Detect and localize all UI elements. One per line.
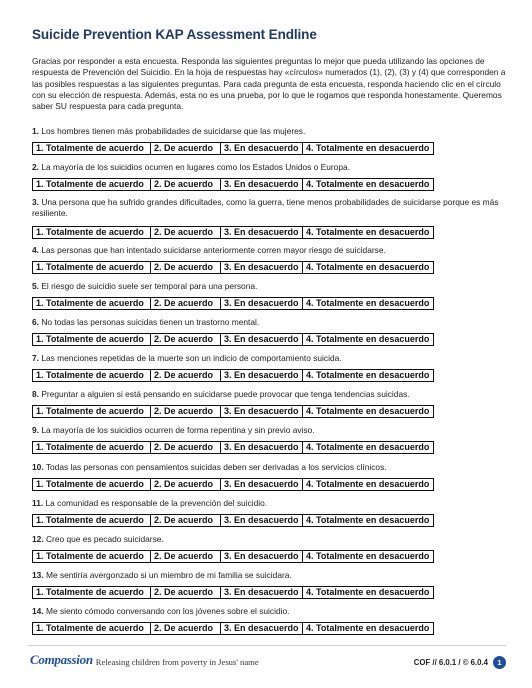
question-text: La mayoría de los suicidios ocurren de forma repentina y sin previo aviso. bbox=[41, 425, 315, 435]
question-number: 5. bbox=[32, 281, 39, 291]
question-1 bbox=[32, 126, 506, 137]
answer-options-row bbox=[32, 405, 434, 418]
answer-option-4[interactable]: 4. Totalmente en desacuerdo bbox=[306, 227, 430, 237]
page-title: Suicide Prevention KAP Assessment Endline bbox=[32, 27, 317, 42]
answer-option-4[interactable]: 4. Totalmente en desacuerdo bbox=[306, 406, 430, 416]
question-number: 14. bbox=[32, 606, 44, 616]
question-number: 11. bbox=[32, 498, 44, 508]
answer-option-2[interactable]: 2. De acuerdo bbox=[151, 515, 221, 526]
answer-option-3[interactable]: 3. En desacuerdo bbox=[221, 623, 303, 634]
answer-options-row bbox=[32, 550, 434, 563]
question-3 bbox=[32, 197, 506, 219]
answer-option-1[interactable]: 1. Totalmente de acuerdo bbox=[33, 334, 151, 345]
question-number: 12. bbox=[32, 534, 44, 544]
answer-option-3[interactable]: 3. En desacuerdo bbox=[221, 179, 303, 190]
answer-options-row bbox=[32, 142, 434, 155]
answer-option-1[interactable]: 1. Totalmente de acuerdo bbox=[33, 587, 151, 598]
answer-option-2[interactable]: 2. De acuerdo bbox=[151, 179, 221, 190]
answer-option-3[interactable]: 3. En desacuerdo bbox=[221, 262, 303, 273]
answer-option-1[interactable]: 1. Totalmente de acuerdo bbox=[33, 370, 151, 381]
question-number: 3. bbox=[32, 197, 39, 207]
answer-option-4[interactable]: 4. Totalmente en desacuerdo bbox=[306, 623, 430, 633]
answer-option-2[interactable]: 2. De acuerdo bbox=[151, 406, 221, 417]
question-2 bbox=[32, 162, 506, 173]
question-number: 8. bbox=[32, 389, 39, 399]
answer-option-2[interactable]: 2. De acuerdo bbox=[151, 370, 221, 381]
answer-options-row bbox=[32, 369, 434, 382]
question-number: 2. bbox=[32, 162, 39, 172]
answer-options-row bbox=[32, 261, 434, 274]
answer-option-3[interactable]: 3. En desacuerdo bbox=[221, 298, 303, 309]
answer-option-1[interactable]: 1. Totalmente de acuerdo bbox=[33, 179, 151, 190]
answer-option-4[interactable]: 4. Totalmente en desacuerdo bbox=[306, 551, 430, 561]
answer-option-1[interactable]: 1. Totalmente de acuerdo bbox=[33, 442, 151, 453]
question-12 bbox=[32, 534, 506, 545]
question-11 bbox=[32, 498, 506, 509]
answer-option-2[interactable]: 2. De acuerdo bbox=[151, 143, 221, 154]
question-text: La mayoría de los suicidios ocurren en lugares como los Estados Unidos o Europa. bbox=[41, 162, 350, 172]
question-13 bbox=[32, 570, 506, 581]
intro-paragraph: Gracias por responder a esta encuesta. Responda las siguientes preguntas lo mejor que pueda utilizando las opciones de respuesta de Prevención del Suicidio. En la hoja de respuestas hay «círculos» numerados (1), (2), (3) y (4) que corresponden a las posibles respuestas a las siguientes preguntas. Para cada pregunta de esta encuesta, responda haciendo clic en el círculo con su elección de respuesta. Además, esta no es una prueba, por lo que le rogamos que responda honestamente. Queremos saber SU respuesta para cada pregunta. bbox=[32, 56, 506, 112]
answer-options-row bbox=[32, 226, 434, 239]
answer-option-3[interactable]: 3. En desacuerdo bbox=[221, 227, 303, 238]
answer-options-row bbox=[32, 514, 434, 527]
question-number: 13. bbox=[32, 570, 44, 580]
answer-options-row bbox=[32, 297, 434, 310]
answer-option-2[interactable]: 2. De acuerdo bbox=[151, 587, 221, 598]
question-7 bbox=[32, 353, 506, 364]
question-text: Creo que es pecado suicidarse. bbox=[45, 534, 164, 544]
page-number-badge: 1 bbox=[493, 656, 506, 669]
answer-option-2[interactable]: 2. De acuerdo bbox=[151, 551, 221, 562]
logo-wordmark: Compassion bbox=[30, 652, 93, 667]
compassion-logo bbox=[30, 652, 259, 668]
question-14 bbox=[32, 606, 506, 617]
question-9 bbox=[32, 425, 506, 436]
answer-option-2[interactable]: 2. De acuerdo bbox=[151, 334, 221, 345]
answer-option-4[interactable]: 4. Totalmente en desacuerdo bbox=[306, 370, 430, 380]
answer-option-2[interactable]: 2. De acuerdo bbox=[151, 298, 221, 309]
question-number: 10. bbox=[32, 462, 44, 472]
question-text: Una persona que ha sufrido grandes dificultades, como la guerra, tiene menos probabilidades de suicidarse porque es más resiliente. bbox=[32, 197, 499, 218]
answer-option-4[interactable]: 4. Totalmente en desacuerdo bbox=[306, 587, 430, 597]
question-text: Todas las personas con pensamientos suicidas deben ser derivadas a los servicios clínicos. bbox=[45, 462, 387, 472]
answer-option-3[interactable]: 3. En desacuerdo bbox=[221, 515, 303, 526]
answer-option-4[interactable]: 4. Totalmente en desacuerdo bbox=[306, 442, 430, 452]
question-text: Las menciones repetidas de la muerte son un indicio de comportamiento suicida. bbox=[41, 353, 342, 363]
answer-option-3[interactable]: 3. En desacuerdo bbox=[221, 406, 303, 417]
question-number: 9. bbox=[32, 425, 39, 435]
answer-option-3[interactable]: 3. En desacuerdo bbox=[221, 143, 303, 154]
answer-option-4[interactable]: 4. Totalmente en desacuerdo bbox=[306, 515, 430, 525]
answer-option-1[interactable]: 1. Totalmente de acuerdo bbox=[33, 298, 151, 309]
answer-options-row bbox=[32, 178, 434, 191]
question-5 bbox=[32, 281, 506, 292]
footer-divider bbox=[28, 645, 506, 646]
answer-option-1[interactable]: 1. Totalmente de acuerdo bbox=[33, 515, 151, 526]
answer-option-3[interactable]: 3. En desacuerdo bbox=[221, 442, 303, 453]
document-code: COF // 6.0.1 / © 6.0.4 bbox=[413, 658, 488, 667]
answer-option-2[interactable]: 2. De acuerdo bbox=[151, 623, 221, 634]
answer-option-4[interactable]: 4. Totalmente en desacuerdo bbox=[306, 179, 430, 189]
logo-tagline: Releasing children from poverty in Jesus' name bbox=[95, 657, 259, 667]
answer-option-3[interactable]: 3. En desacuerdo bbox=[221, 587, 303, 598]
question-number: 4. bbox=[32, 245, 39, 255]
answer-option-1[interactable]: 1. Totalmente de acuerdo bbox=[33, 262, 151, 273]
answer-option-4[interactable]: 4. Totalmente en desacuerdo bbox=[306, 479, 430, 489]
answer-option-3[interactable]: 3. En desacuerdo bbox=[221, 370, 303, 381]
question-text: Preguntar a alguien si está pensando en suicidarse puede provocar que tenga tendencias suicidas. bbox=[41, 389, 410, 399]
question-8 bbox=[32, 389, 506, 400]
answer-option-1[interactable]: 1. Totalmente de acuerdo bbox=[33, 623, 151, 634]
answer-options-row bbox=[32, 622, 434, 635]
answer-option-4[interactable]: 4. Totalmente en desacuerdo bbox=[306, 143, 430, 153]
answer-option-1[interactable]: 1. Totalmente de acuerdo bbox=[33, 406, 151, 417]
question-number: 6. bbox=[32, 317, 39, 327]
answer-options-row bbox=[32, 441, 434, 454]
answer-option-2[interactable]: 2. De acuerdo bbox=[151, 479, 221, 490]
question-text: Las personas que han intentado suicidarse anteriormente corren mayor riesgo de suicidarse. bbox=[41, 245, 386, 255]
answer-option-1[interactable]: 1. Totalmente de acuerdo bbox=[33, 227, 151, 238]
answer-option-2[interactable]: 2. De acuerdo bbox=[151, 262, 221, 273]
answer-option-1[interactable]: 1. Totalmente de acuerdo bbox=[33, 479, 151, 490]
answer-option-3[interactable]: 3. En desacuerdo bbox=[221, 551, 303, 562]
answer-option-4[interactable]: 4. Totalmente en desacuerdo bbox=[306, 298, 430, 308]
answer-options-row bbox=[32, 586, 434, 599]
answer-option-2[interactable]: 2. De acuerdo bbox=[151, 227, 221, 238]
question-number: 7. bbox=[32, 353, 39, 363]
answer-options-row bbox=[32, 478, 434, 491]
question-text: La comunidad es responsable de la prevención del suicidio. bbox=[45, 498, 268, 508]
question-text: El riesgo de suicidio suele ser temporal para una persona. bbox=[41, 281, 258, 291]
answer-option-1[interactable]: 1. Totalmente de acuerdo bbox=[33, 143, 151, 154]
answer-option-4[interactable]: 4. Totalmente en desacuerdo bbox=[306, 334, 430, 344]
question-number: 1. bbox=[32, 126, 39, 136]
answer-options-row bbox=[32, 333, 434, 346]
question-6 bbox=[32, 317, 506, 328]
answer-option-3[interactable]: 3. En desacuerdo bbox=[221, 479, 303, 490]
answer-option-4[interactable]: 4. Totalmente en desacuerdo bbox=[306, 262, 430, 272]
question-text: Los hombres tienen más probabilidades de suicidarse que las mujeres. bbox=[41, 126, 306, 136]
answer-option-2[interactable]: 2. De acuerdo bbox=[151, 442, 221, 453]
question-4 bbox=[32, 245, 506, 256]
question-text: Me siento cómodo conversando con los jóvenes sobre el suicidio. bbox=[45, 606, 290, 616]
question-text: Me sentiría avergonzado si un miembro de mi familia se suicidara. bbox=[45, 570, 292, 580]
answer-option-1[interactable]: 1. Totalmente de acuerdo bbox=[33, 551, 151, 562]
answer-option-3[interactable]: 3. En desacuerdo bbox=[221, 334, 303, 345]
question-10 bbox=[32, 462, 506, 473]
question-text: No todas las personas suicidas tienen un trastorno mental. bbox=[41, 317, 260, 327]
